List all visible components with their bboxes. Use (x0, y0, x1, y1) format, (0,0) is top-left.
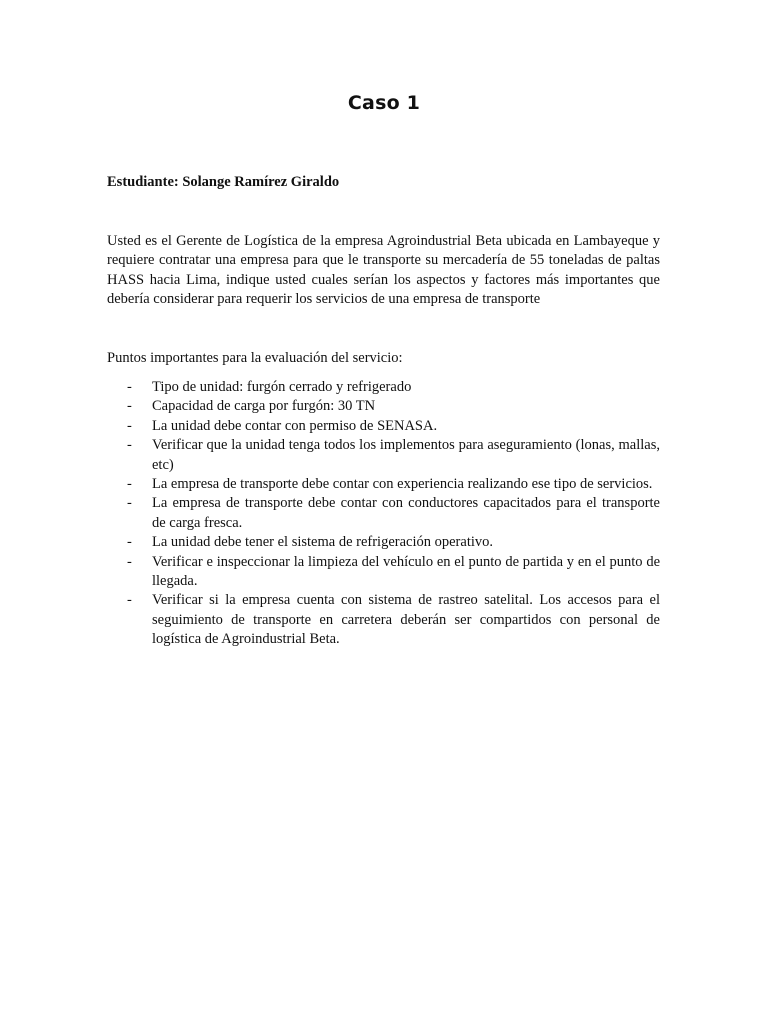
bullet-dash: - (127, 437, 132, 454)
list-item (107, 397, 660, 416)
list-item-text: Tipo de unidad: furgón cerrado y refrigerado (152, 379, 412, 395)
list-item-text: La unidad debe contar con permiso de SENASA. (152, 417, 438, 434)
list-item (107, 591, 660, 649)
intro-paragraph: Usted es el Gerente de Logística de la empresa Agroindustrial Beta ubicada en Lambayeque y requiere contratar una empresa para que le transporte su mercadería de 55 toneladas de paltas HASS hacia Lima, indique usted cuales serían los aspectos y factores más importantes que debería considerar para requerir los servicios de una empresa de transporte (107, 233, 660, 308)
bullet-dash: - (127, 553, 132, 570)
list-item (107, 494, 660, 533)
list-item-text: Verificar que la unidad tenga todos los implementos para aseguramiento (lonas, mallas, etc) (152, 437, 660, 473)
list-item-text: La empresa de transporte debe contar con experiencia realizando ese tipo de servicios. (152, 476, 653, 493)
list-item-text: Verificar e inspeccionar la limpieza del vehículo en el punto de partida y en el punto de llegada. (152, 553, 660, 590)
list-item-text: La unidad debe tener el sistema de refrigeración operativo. (152, 534, 493, 551)
bullet-dash: - (127, 398, 132, 415)
bullet-dash: - (127, 534, 132, 551)
list-item (107, 553, 660, 592)
list-item-text: Capacidad de carga por furgón: 30 TN (152, 398, 376, 415)
bullet-dash: - (127, 495, 132, 512)
list-item-text: Verificar si la empresa cuenta con sistema de rastreo satelital. Los accesos para el seguimiento de transporte en carretera deberán ser compartidos con personal de logística de Agroindustrial Beta. (152, 592, 660, 648)
section-title: Puntos importantes para la evaluación del servicio: (107, 350, 403, 366)
list-item (107, 436, 660, 475)
list-item (107, 475, 660, 494)
list-item (107, 378, 660, 397)
list-item-text: La empresa de transporte debe contar con conductores capacitados para el transporte de carga fresca. (152, 495, 660, 531)
list-item (107, 533, 660, 552)
bullet-dash: - (127, 592, 132, 609)
page-title: Caso 1 (347, 92, 421, 114)
bullet-dash: - (127, 379, 132, 395)
bullet-dash: - (127, 476, 132, 493)
list-item (107, 417, 660, 436)
points-list (107, 378, 660, 650)
bullet-dash: - (127, 417, 132, 434)
student-line: Estudiante: Solange Ramírez Giraldo (107, 174, 340, 190)
